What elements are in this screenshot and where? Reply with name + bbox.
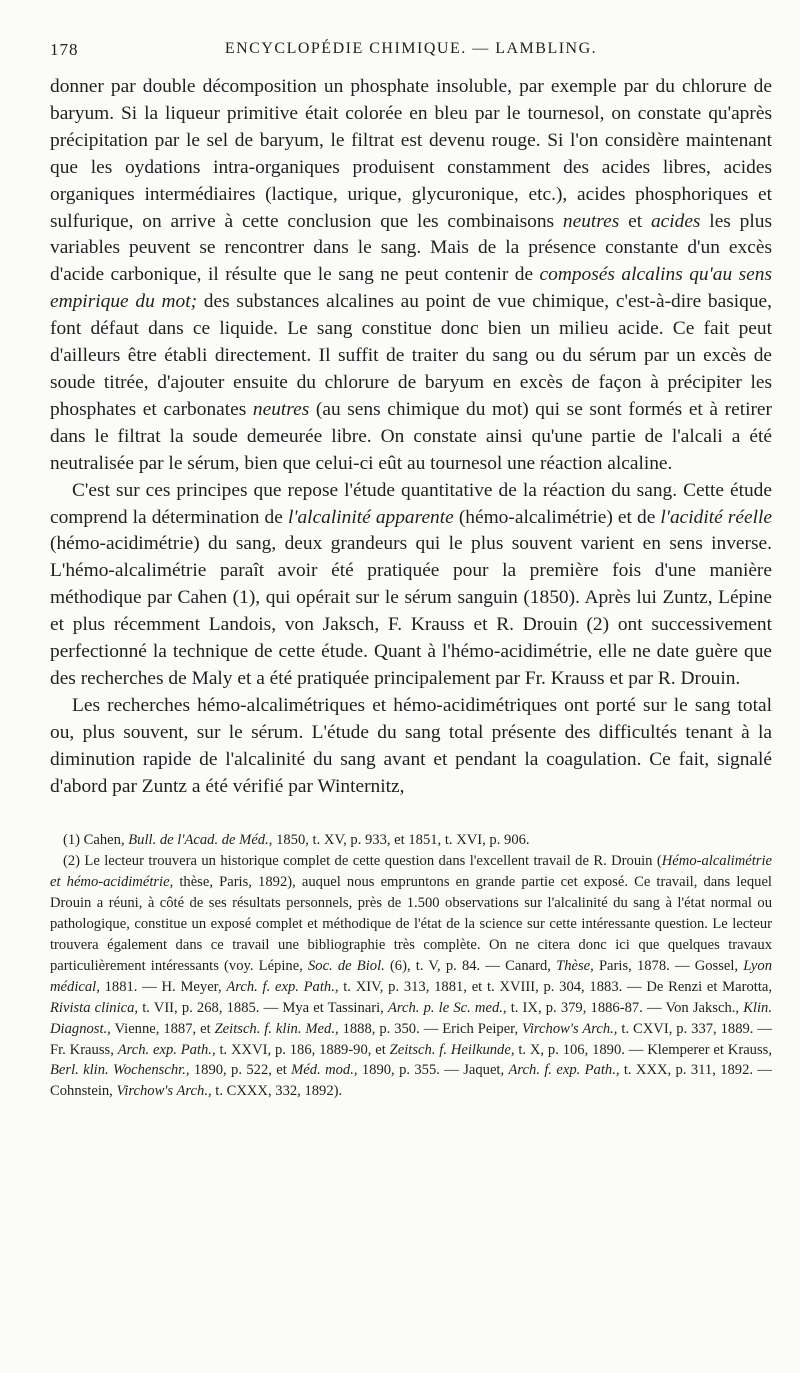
footnote-2: (2) Le lecteur trouvera un historique complet de cette question dans l'excellent travail de R. Drouin (Hémo-alcalimétrie et hémo-acidimétrie, thèse, Paris, 1892), auquel nous empruntons en grande partie cet exposé. Ce travail, dans lequel Drouin a réuni, à côté de ses résultats personnels, près de 1.500 observations sur l'alcalinité du sang à l'état normal ou pathologique, constitue un exposé complet et méthodique de l'état de la science sur cette intéressante question. Le lecteur trouvera également dans ce travail une bibliographie très complète. On ne citera donc ici que quelques travaux particulièrement intéressants (voy. Lépine, Soc. de Biol. (6), t. V, p. 84. — Canard, Thèse, Paris, 1878. — Gossel, Lyon médical, 1881. — H. Meyer, Arch. f. exp. Path., t. XIV, p. 313, 1881, et t. XVIII, p. 304, 1883. — De Renzi et Marotta, Rivista clinica, t. VII, p. 268, 1885. — Mya et Tassinari, Arch. p. le Sc. med., t. IX, p. 379, 1886-87. — Von Jaksch., Klin. Diagnost., Vienne, 1887, et Zeitsch. f. klin. Med., 1888, p. 350. — Erich Peiper, Virchow's Arch., t. CXVI, p. 337, 1889. — Fr. Krauss, Arch. exp. Path., t. XXVI, p. 186, 1889-90, et Zeitsch. f. Heilkunde, t. X, p. 106, 1890. — Klemperer et Krauss, Berl. klin. Wochenschr., 1890, p. 522, et Méd. mod., 1890, p. 355. — Jaquet, Arch. f. exp. Path., t. XXX, p. 311, 1892. — Cohnstein, Virchow's Arch., t. CXXX, 332, 1892). [50, 853, 773, 1100]
running-title: ENCYCLOPÉDIE CHIMIQUE. — LAMBLING. [224, 40, 598, 57]
paragraph-3: Les recherches hémo-alcalimétriques et hémo-acidimétriques ont porté sur le sang total ou, plus souvent, sur le sérum. L'étude du sang total présente des difficultés tenant à la diminution rapide de l'alcalinité du sang avant et pendant la coagulation. Ce fait, signalé d'abord par Zuntz a été vérifié par Winternitz, [50, 694, 772, 797]
paragraph-1: donner par double décomposition un phosphate insoluble, par exemple par du chlorure de baryum. Si la liqueur primitive était colorée en bleu par le tournesol, on constate qu'après précipitation par le sel de baryum, le filtrat est devenu rouge. Si l'on considère maintenant que les oydations intra-organiques produisent constamment des acides libres, acides organiques intermédiaires (lactique, urique, glycuronique, etc.), acides phosphoriques et sulfurique, on arrive à cette conclusion que les combinaisons neutres et acides les plus variables peuvent se rencontrer dans le sang. Mais de la présence constante d'un excès d'acide carbonique, il résulte que le sang ne peut contenir de composés alcalins qu'au sens empirique du mot; des substances alcalines au point de vue chimique, c'est-à-dire basique, font défaut dans ce liquide. Le sang constitue donc bien un milieu acide. Ce fait peut d'ailleurs être établi directement. Il suffit de traiter du sang ou du sérum par un excès de soude titrée, d'ajouter ensuite du chlorure de baryum en excès de façon à précipiter les phosphates et carbonates neutres (au sens chimique du mot) qui se sont formés et à retirer dans le filtrat la soude demeurée libre. On constate ainsi qu'une partie de l'alcali a été neutralisée par le sérum, bien que celui-ci eût au tournesol une réaction alcaline. [50, 76, 773, 474]
page-number: 178 [50, 40, 79, 59]
paragraph-2: C'est sur ces principes que repose l'étude quantitative de la réaction du sang. Cette étude comprend la détermination de l'alcalinité apparente (hémo-alcalimétrie) et de l'acidité réelle (hémo-acidimétrie) du sang, deux grandeurs qui le plus souvent varient en sens inverse. L'hémo-alcalimétrie paraît avoir été pratiquée pour la première fois d'une manière méthodique par Cahen (1), qui opérait sur le sérum sanguin (1850). Après lui Zuntz, Lépine et plus récemment Landois, von Jaksch, F. Krauss et R. Drouin (2) ont successivement perfectionné la technique de cette étude. Quant à l'hémo-acidimétrie, elle ne date guère que des recherches de Maly et a été pratiquée principalement par Fr. Krauss et par R. Drouin. [50, 479, 772, 689]
body-text [50, 74, 772, 800]
footnote-1: (1) Cahen, Bull. de l'Acad. de Méd., 1850, t. XV, p. 933, et 1851, t. XVI, p. 906. [63, 832, 530, 849]
footnotes [50, 830, 772, 1102]
running-head [50, 40, 772, 74]
